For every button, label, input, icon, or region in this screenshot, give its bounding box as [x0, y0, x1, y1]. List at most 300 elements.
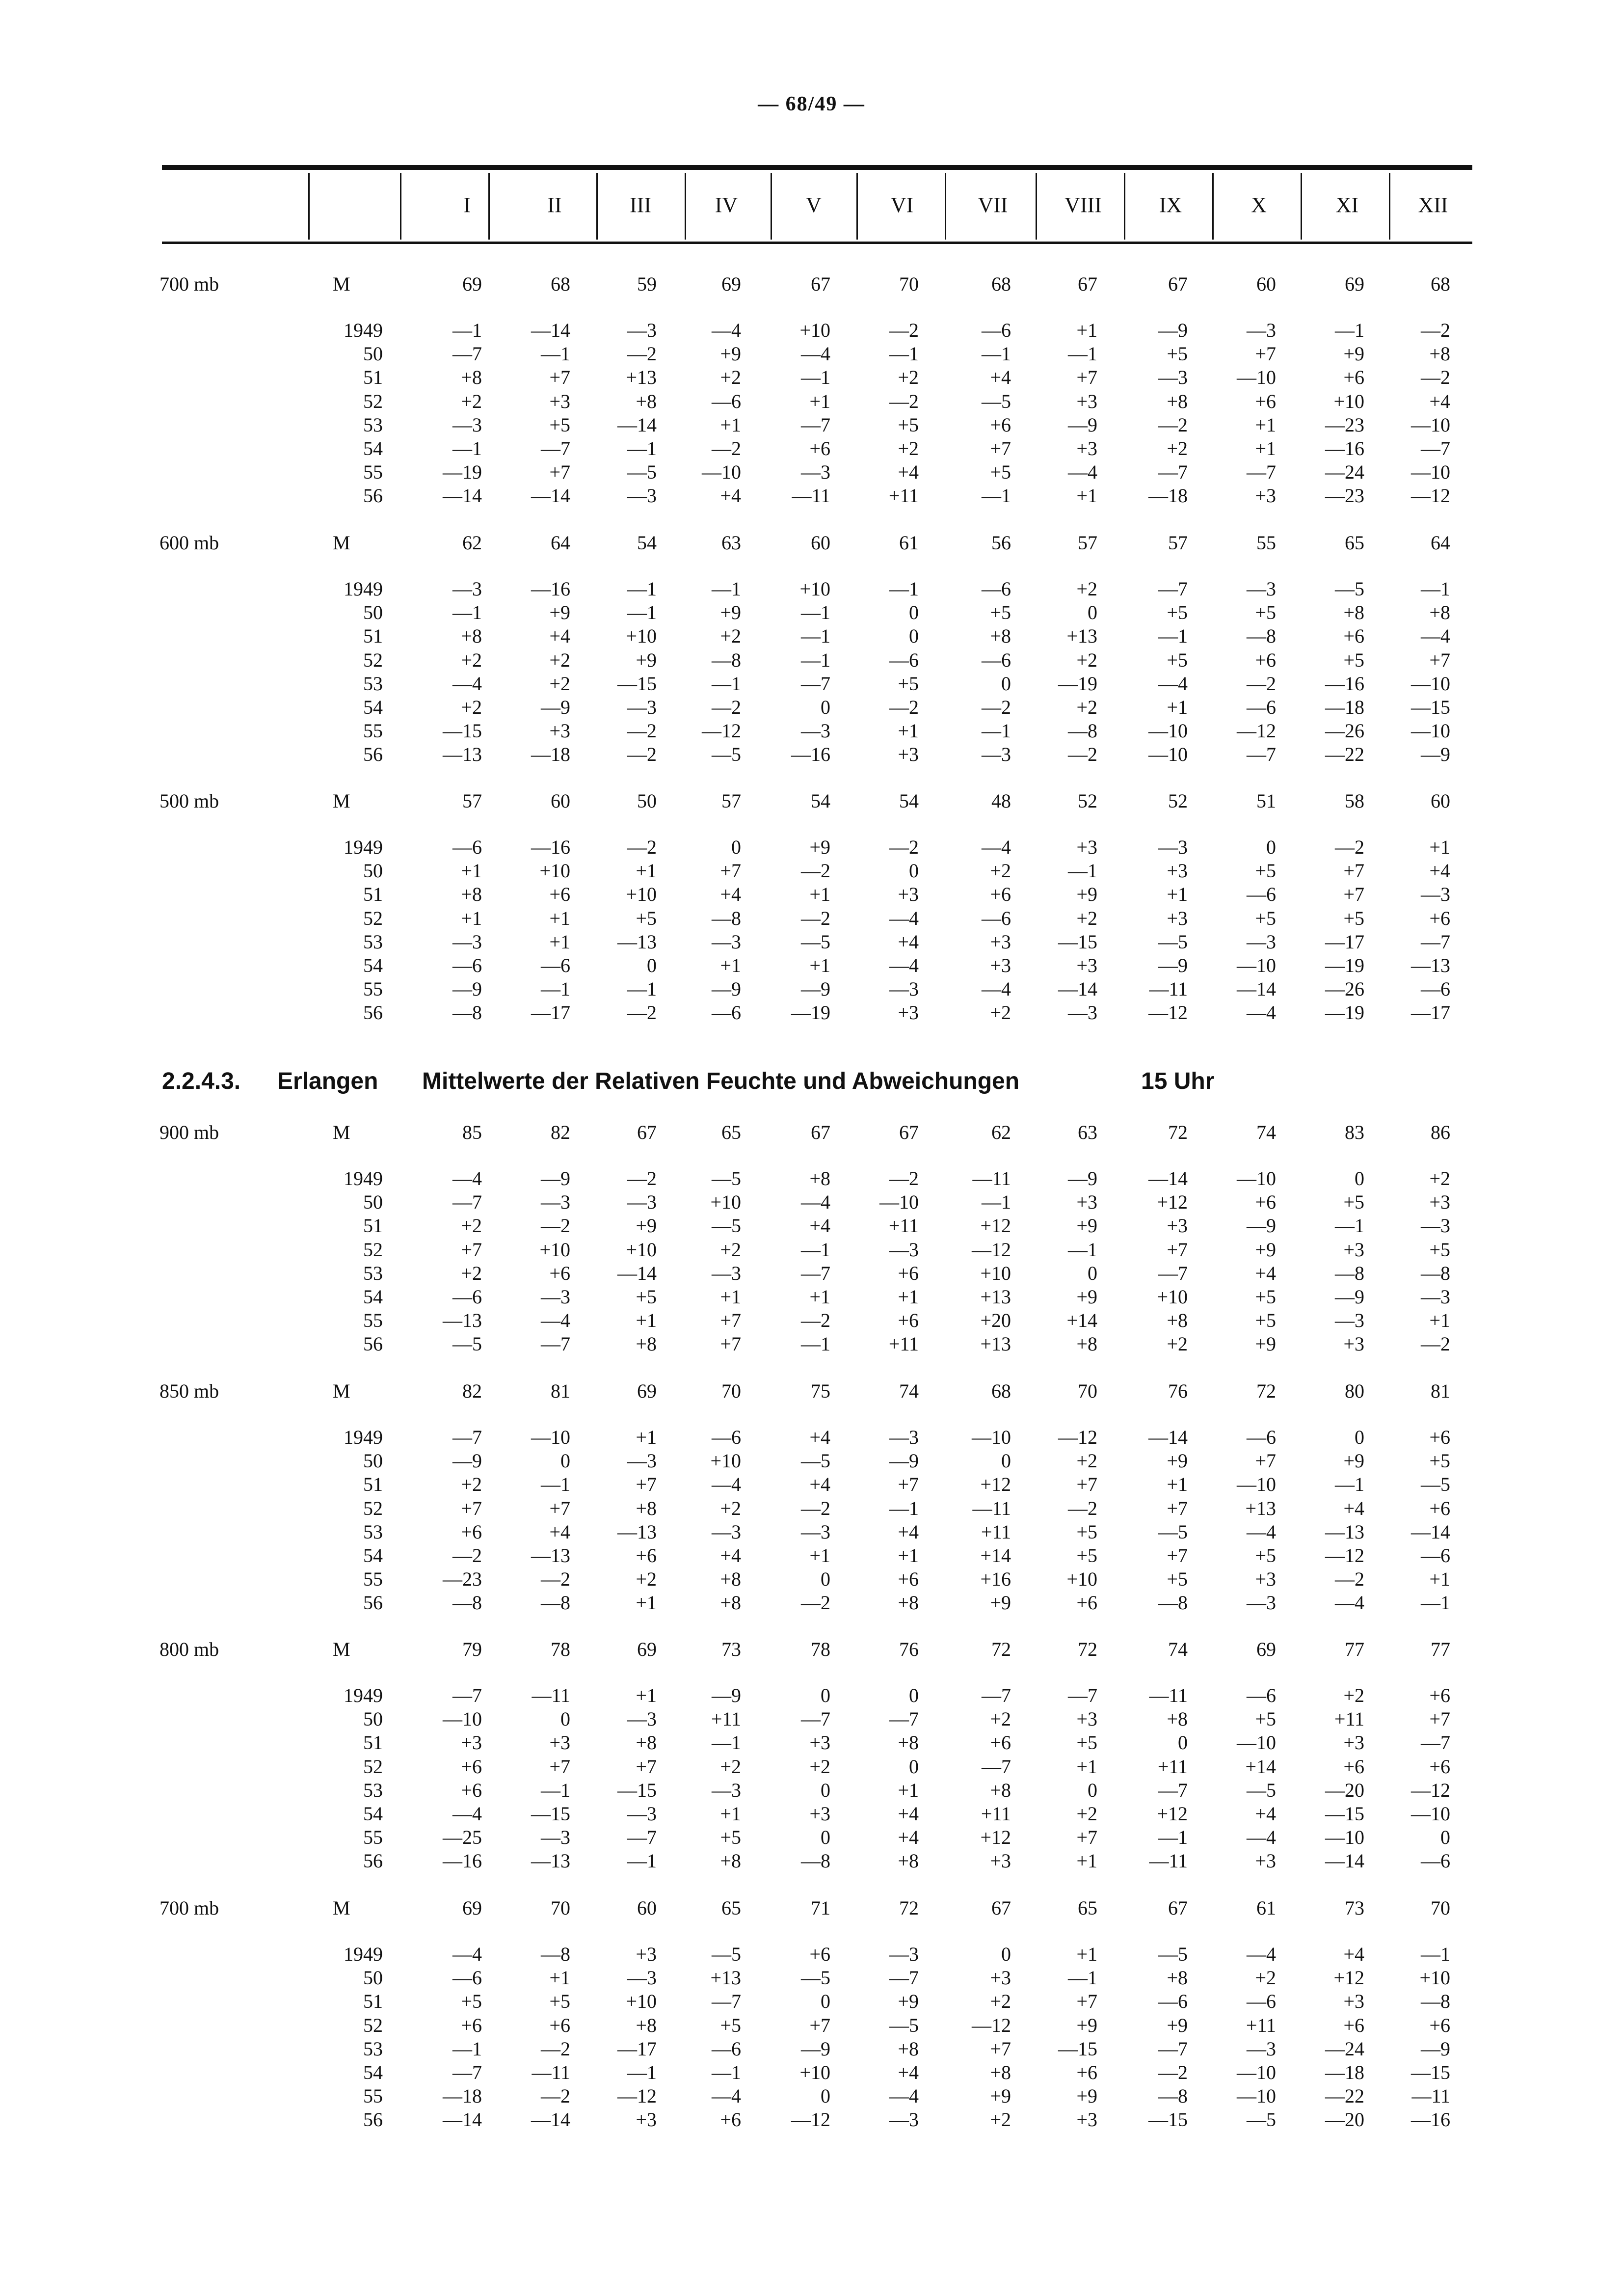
year-label: 1949 [344, 1426, 383, 1448]
value-cell: +3 [1429, 1191, 1450, 1214]
value-cell: +1 [1429, 836, 1450, 858]
mean-cell: 81 [551, 1380, 570, 1402]
value-cell: —2 [541, 2037, 570, 2060]
mean-cell: 67 [637, 1121, 657, 1143]
value-cell: +5 [1255, 1286, 1276, 1308]
value-cell: +7 [1343, 860, 1364, 882]
mean-cell: 62 [991, 1121, 1011, 1143]
mean-cell: 69 [1256, 1638, 1276, 1660]
value-cell: +3 [990, 954, 1011, 976]
value-cell: +9 [809, 836, 830, 858]
value-cell: +1 [636, 1426, 657, 1448]
value-cell: —9 [452, 978, 482, 1000]
value-cell: +5 [1167, 343, 1188, 365]
value-cell: 0 [909, 1684, 919, 1706]
mean-cell: 86 [1431, 1121, 1450, 1143]
value-cell: +5 [636, 1286, 657, 1308]
value-cell: —1 [627, 978, 657, 1000]
table-row [0, 1544, 1623, 1567]
value-cell: —17 [531, 1001, 570, 1024]
value-cell: —3 [1247, 1592, 1276, 1614]
value-cell: —18 [1325, 2061, 1364, 2083]
value-cell: +5 [720, 1826, 741, 1849]
value-cell: —3 [452, 930, 482, 953]
value-cell: —12 [1237, 720, 1276, 742]
value-cell: —7 [801, 1708, 830, 1730]
value-cell: +2 [636, 1568, 657, 1591]
value-cell: +10 [1066, 1568, 1097, 1591]
value-cell: +1 [720, 1286, 741, 1308]
mean-cell: 74 [1256, 1121, 1276, 1143]
value-cell: +6 [720, 2108, 741, 2131]
value-cell: —12 [1325, 1544, 1364, 1567]
value-cell: —3 [1421, 883, 1450, 906]
value-cell: —10 [702, 461, 741, 484]
page-number: — 68/49 — [758, 93, 865, 115]
value-cell: —15 [1325, 1803, 1364, 1825]
value-cell: +3 [1076, 1708, 1097, 1730]
value-cell: +10 [799, 2061, 830, 2083]
value-cell: +10 [626, 625, 657, 648]
value-cell: —2 [1421, 319, 1450, 341]
value-cell: +2 [1076, 696, 1097, 718]
value-cell: —9 [889, 1450, 919, 1472]
mean-cell: 57 [1078, 532, 1097, 554]
value-cell: —3 [627, 319, 657, 341]
value-cell: —3 [1247, 2037, 1276, 2060]
value-cell: —2 [801, 1309, 830, 1332]
mean-cell: 69 [721, 273, 741, 295]
value-cell: —2 [801, 907, 830, 929]
value-cell: +5 [1343, 1191, 1364, 1214]
value-cell: +8 [1167, 390, 1188, 412]
value-cell: +3 [636, 1943, 657, 1965]
value-cell: 0 [1001, 672, 1011, 695]
value-cell: —19 [1325, 954, 1364, 976]
value-cell: —15 [531, 1803, 570, 1825]
value-cell: +2 [990, 1001, 1011, 1024]
year-label: 1949 [344, 1943, 383, 1965]
pressure-level: 900 mb [160, 1121, 219, 1143]
value-cell: —5 [452, 1333, 482, 1355]
value-cell: —14 [443, 2108, 482, 2131]
year-label: 55 [363, 1826, 383, 1849]
value-cell: +1 [636, 860, 657, 882]
value-cell: —2 [712, 437, 741, 459]
value-cell: +3 [1255, 1568, 1276, 1591]
value-cell: —10 [1237, 1731, 1276, 1754]
value-cell: +1 [898, 1779, 919, 1801]
value-cell: —9 [801, 2037, 830, 2060]
value-cell: +5 [990, 601, 1011, 624]
value-cell: —8 [1158, 2085, 1188, 2107]
year-label: 1949 [344, 836, 383, 858]
value-cell: —6 [452, 836, 482, 858]
value-cell: +8 [898, 1850, 919, 1872]
value-cell: +10 [799, 578, 830, 600]
value-cell: —2 [627, 1167, 657, 1189]
value-cell: —3 [889, 1238, 919, 1261]
value-cell: —1 [452, 319, 482, 341]
table-row [0, 624, 1623, 648]
value-cell: +3 [1076, 2108, 1097, 2131]
value-cell: —25 [443, 1826, 482, 1849]
mean-cell: 50 [637, 790, 657, 812]
value-cell: —18 [531, 743, 570, 766]
value-cell: +8 [636, 390, 657, 412]
year-label: 51 [363, 1215, 383, 1237]
value-cell: —3 [541, 1286, 570, 1308]
mean-cell: 73 [721, 1638, 741, 1660]
mean-cell: 81 [1431, 1380, 1450, 1402]
table-row [0, 366, 1623, 389]
station-name: Erlangen [277, 1068, 378, 1094]
value-cell: +1 [1167, 883, 1188, 906]
value-cell: —1 [627, 1850, 657, 1872]
value-cell: —4 [801, 1191, 830, 1214]
table-row [0, 1684, 1623, 1707]
value-cell: —2 [801, 1497, 830, 1519]
value-cell: —17 [617, 2037, 657, 2060]
value-cell: +6 [1343, 625, 1364, 648]
value-cell: +6 [1429, 907, 1450, 929]
value-cell: +3 [1343, 1990, 1364, 2013]
value-cell: —1 [982, 485, 1011, 507]
mean-cell: 67 [811, 1121, 830, 1143]
mean-cell: 68 [1431, 273, 1450, 295]
value-cell: +6 [1076, 2061, 1097, 2083]
value-cell: —7 [1158, 1779, 1188, 1801]
month-header: IX [1159, 193, 1182, 217]
value-cell: 0 [821, 2085, 830, 2107]
value-cell: +4 [1343, 1497, 1364, 1519]
year-label: 56 [363, 1592, 383, 1614]
value-cell: —7 [452, 2061, 482, 2083]
value-cell: +1 [809, 954, 830, 976]
value-cell: —11 [532, 1684, 570, 1706]
table-row [0, 1214, 1623, 1238]
table-row [0, 1001, 1623, 1025]
value-cell: +1 [898, 720, 919, 742]
value-cell: —7 [1158, 1262, 1188, 1284]
value-cell: —16 [1325, 437, 1364, 459]
year-label: 50 [363, 860, 383, 882]
value-cell: —9 [1335, 1286, 1364, 1308]
mean-cell: 59 [637, 273, 657, 295]
value-cell: —16 [1325, 672, 1364, 695]
value-cell: —5 [712, 1215, 741, 1237]
value-cell: +1 [1076, 1943, 1097, 1965]
table-row [0, 1473, 1623, 1496]
value-cell: —2 [541, 1568, 570, 1591]
value-cell: —9 [541, 1167, 570, 1189]
table-row [0, 1849, 1623, 1873]
pressure-level: 800 mb [160, 1638, 219, 1660]
value-cell: —7 [889, 1708, 919, 1730]
value-cell: +6 [1343, 366, 1364, 389]
year-label: 51 [363, 625, 383, 648]
value-cell: —12 [791, 2108, 830, 2131]
value-cell: +2 [1255, 1967, 1276, 1989]
table-row [0, 1966, 1623, 1990]
mean-row [0, 789, 1623, 813]
value-cell: +6 [1429, 2014, 1450, 2036]
value-cell: —5 [627, 461, 657, 484]
value-cell: —1 [801, 601, 830, 624]
value-cell: +3 [990, 1850, 1011, 1872]
mean-label: M [333, 1638, 350, 1660]
value-cell: —7 [712, 1990, 741, 2013]
value-cell: +2 [720, 625, 741, 648]
value-cell: 0 [821, 1779, 830, 1801]
value-cell: —1 [982, 1191, 1011, 1214]
value-cell: —3 [541, 1191, 570, 1214]
value-cell: +14 [1245, 1755, 1276, 1778]
year-label: 51 [363, 1990, 383, 2013]
value-cell: +8 [636, 1497, 657, 1519]
mean-cell: 68 [991, 1380, 1011, 1402]
table-row [0, 2084, 1623, 2108]
value-cell: +7 [1076, 1990, 1097, 2013]
mean-cell: 65 [1345, 532, 1364, 554]
value-cell: +1 [809, 1286, 830, 1308]
value-cell: +8 [636, 2014, 657, 2036]
table-row [0, 1755, 1623, 1779]
value-cell: —7 [1421, 930, 1450, 953]
year-label: 54 [363, 1544, 383, 1567]
value-cell: +10 [626, 1990, 657, 2013]
value-cell: 0 [1088, 601, 1097, 624]
value-cell: +13 [710, 1967, 741, 1989]
value-cell: +9 [1076, 2014, 1097, 2036]
year-label: 54 [363, 954, 383, 976]
mean-cell: 78 [551, 1638, 570, 1660]
value-cell: —4 [1247, 1001, 1276, 1024]
mean-cell: 71 [811, 1897, 830, 1919]
value-cell: —3 [541, 1826, 570, 1849]
value-cell: —9 [1158, 319, 1188, 341]
mean-cell: 68 [551, 273, 570, 295]
value-cell: +2 [720, 366, 741, 389]
value-cell: +1 [636, 1684, 657, 1706]
value-cell: —2 [627, 743, 657, 766]
pressure-level: 850 mb [160, 1380, 219, 1402]
value-cell: +6 [1255, 1191, 1276, 1214]
value-cell: +10 [626, 883, 657, 906]
mean-cell: 72 [991, 1638, 1011, 1660]
header-divider [1124, 173, 1125, 240]
value-cell: —4 [1335, 1592, 1364, 1614]
value-cell: +2 [461, 648, 482, 671]
value-cell: +2 [720, 1755, 741, 1778]
value-cell: —6 [452, 954, 482, 976]
value-cell: —9 [1421, 743, 1450, 766]
value-cell: —10 [443, 1708, 482, 1730]
value-cell: —7 [1247, 743, 1276, 766]
value-cell: +5 [1429, 1450, 1450, 1472]
value-cell: —10 [879, 1191, 919, 1214]
value-cell: —5 [712, 1167, 741, 1189]
pressure-level: 500 mb [160, 790, 219, 812]
value-cell: —5 [801, 1967, 830, 1989]
header-divider [856, 173, 858, 240]
mean-cell: 65 [721, 1897, 741, 1919]
value-cell: +3 [549, 390, 570, 412]
value-cell: +3 [1076, 836, 1097, 858]
value-cell: +2 [461, 1262, 482, 1284]
value-cell: —4 [452, 672, 482, 695]
value-cell: —6 [1247, 1426, 1276, 1448]
value-cell: —12 [1148, 1001, 1188, 1024]
value-cell: +9 [1076, 1215, 1097, 1237]
value-cell: +12 [980, 1473, 1011, 1496]
header-divider [1389, 173, 1390, 240]
value-cell: +2 [1076, 1803, 1097, 1825]
value-cell: +4 [809, 1215, 830, 1237]
value-cell: +6 [1255, 390, 1276, 412]
year-label: 53 [363, 413, 383, 436]
year-label: 1949 [344, 1167, 383, 1189]
value-cell: —1 [452, 2037, 482, 2060]
value-cell: +11 [981, 1520, 1011, 1543]
value-cell: —6 [982, 907, 1011, 929]
value-cell: —3 [627, 1191, 657, 1214]
value-cell: —11 [1149, 1684, 1188, 1706]
value-cell: —10 [1237, 2061, 1276, 2083]
value-cell: +1 [809, 883, 830, 906]
mean-cell: 72 [899, 1897, 919, 1919]
value-cell: —9 [801, 978, 830, 1000]
mean-cell: 69 [1345, 273, 1364, 295]
table-row [0, 2061, 1623, 2084]
month-header: VI [890, 193, 914, 217]
value-cell: +4 [898, 1520, 919, 1543]
value-cell: +1 [549, 1967, 570, 1989]
value-cell: +4 [720, 485, 741, 507]
value-cell: +6 [1255, 648, 1276, 671]
value-cell: —7 [1158, 578, 1188, 600]
value-cell: +4 [898, 1826, 919, 1849]
value-cell: +5 [1343, 907, 1364, 929]
value-cell: +7 [898, 1473, 919, 1496]
value-cell: —4 [712, 1473, 741, 1496]
value-cell: —3 [627, 1708, 657, 1730]
value-cell: +6 [809, 437, 830, 459]
month-header: X [1251, 193, 1267, 217]
value-cell: +4 [1255, 1803, 1276, 1825]
value-cell: +7 [1255, 343, 1276, 365]
value-cell: —2 [1421, 1333, 1450, 1355]
value-cell: —8 [1421, 1262, 1450, 1284]
table-row [0, 1497, 1623, 1520]
value-cell: —5 [712, 1943, 741, 1965]
value-cell: +8 [636, 1333, 657, 1355]
value-cell: —9 [1068, 413, 1097, 436]
value-cell: —2 [1335, 836, 1364, 858]
value-cell: 0 [821, 1568, 830, 1591]
mean-label: M [333, 1380, 350, 1402]
value-cell: —6 [712, 1426, 741, 1448]
section-heading: Mittelwerte der Relativen Feuchte und Abweichungen [422, 1068, 1020, 1094]
value-cell: +1 [636, 1592, 657, 1614]
year-label: 50 [363, 1967, 383, 1989]
value-cell: —3 [1247, 578, 1276, 600]
value-cell: +6 [898, 1262, 919, 1284]
value-cell: —23 [1325, 485, 1364, 507]
value-cell: +2 [1076, 648, 1097, 671]
year-label: 54 [363, 1803, 383, 1825]
mean-cell: 80 [1345, 1380, 1364, 1402]
year-label: 53 [363, 1520, 383, 1543]
mean-cell: 63 [721, 532, 741, 554]
table-row [0, 1567, 1623, 1591]
value-cell: —14 [617, 413, 657, 436]
value-cell: —15 [617, 1779, 657, 1801]
value-cell: +1 [636, 1309, 657, 1332]
mean-cell: 65 [721, 1121, 741, 1143]
value-cell: —7 [982, 1684, 1011, 1706]
value-cell: —8 [1158, 1592, 1188, 1614]
month-header: I [463, 193, 471, 217]
value-cell: —16 [531, 578, 570, 600]
value-cell: —26 [1325, 978, 1364, 1000]
value-cell: —1 [801, 1333, 830, 1355]
value-cell: +3 [1076, 954, 1097, 976]
value-cell: —18 [1148, 485, 1188, 507]
value-cell: +1 [809, 390, 830, 412]
mean-cell: 64 [551, 532, 570, 554]
mean-cell: 82 [551, 1121, 570, 1143]
value-cell: +8 [636, 1731, 657, 1754]
value-cell: —3 [801, 461, 830, 484]
value-cell: —12 [617, 2085, 657, 2107]
value-cell: —14 [1325, 1850, 1364, 1872]
value-cell: —2 [1335, 1568, 1364, 1591]
value-cell: —18 [1325, 696, 1364, 718]
value-cell: —4 [982, 978, 1011, 1000]
section-time: 15 Uhr [1141, 1068, 1215, 1094]
value-cell: —11 [972, 1167, 1011, 1189]
value-cell: 0 [1088, 1262, 1097, 1284]
value-cell: —8 [1421, 1990, 1450, 2013]
value-cell: +7 [990, 437, 1011, 459]
value-cell: —3 [801, 1520, 830, 1543]
value-cell: +3 [1343, 1238, 1364, 1261]
table-row [0, 2108, 1623, 2132]
year-label: 52 [363, 1238, 383, 1261]
value-cell: —10 [1411, 461, 1450, 484]
value-cell: —3 [889, 978, 919, 1000]
value-cell: +3 [1255, 485, 1276, 507]
value-cell: —9 [1247, 1215, 1276, 1237]
mean-cell: 61 [899, 532, 919, 554]
table-row [0, 2037, 1623, 2061]
value-cell: +7 [461, 1497, 482, 1519]
value-cell: —19 [1325, 1001, 1364, 1024]
value-cell: —13 [617, 1520, 657, 1543]
value-cell: —1 [627, 601, 657, 624]
value-cell: —6 [982, 578, 1011, 600]
value-cell: +6 [990, 883, 1011, 906]
value-cell: +2 [720, 1238, 741, 1261]
value-cell: —3 [627, 1450, 657, 1472]
mean-cell: 72 [1168, 1121, 1188, 1143]
year-label: 53 [363, 2037, 383, 2060]
value-cell: —9 [541, 696, 570, 718]
mean-cell: 67 [1078, 273, 1097, 295]
value-cell: —2 [889, 1167, 919, 1189]
value-cell: +6 [990, 413, 1011, 436]
